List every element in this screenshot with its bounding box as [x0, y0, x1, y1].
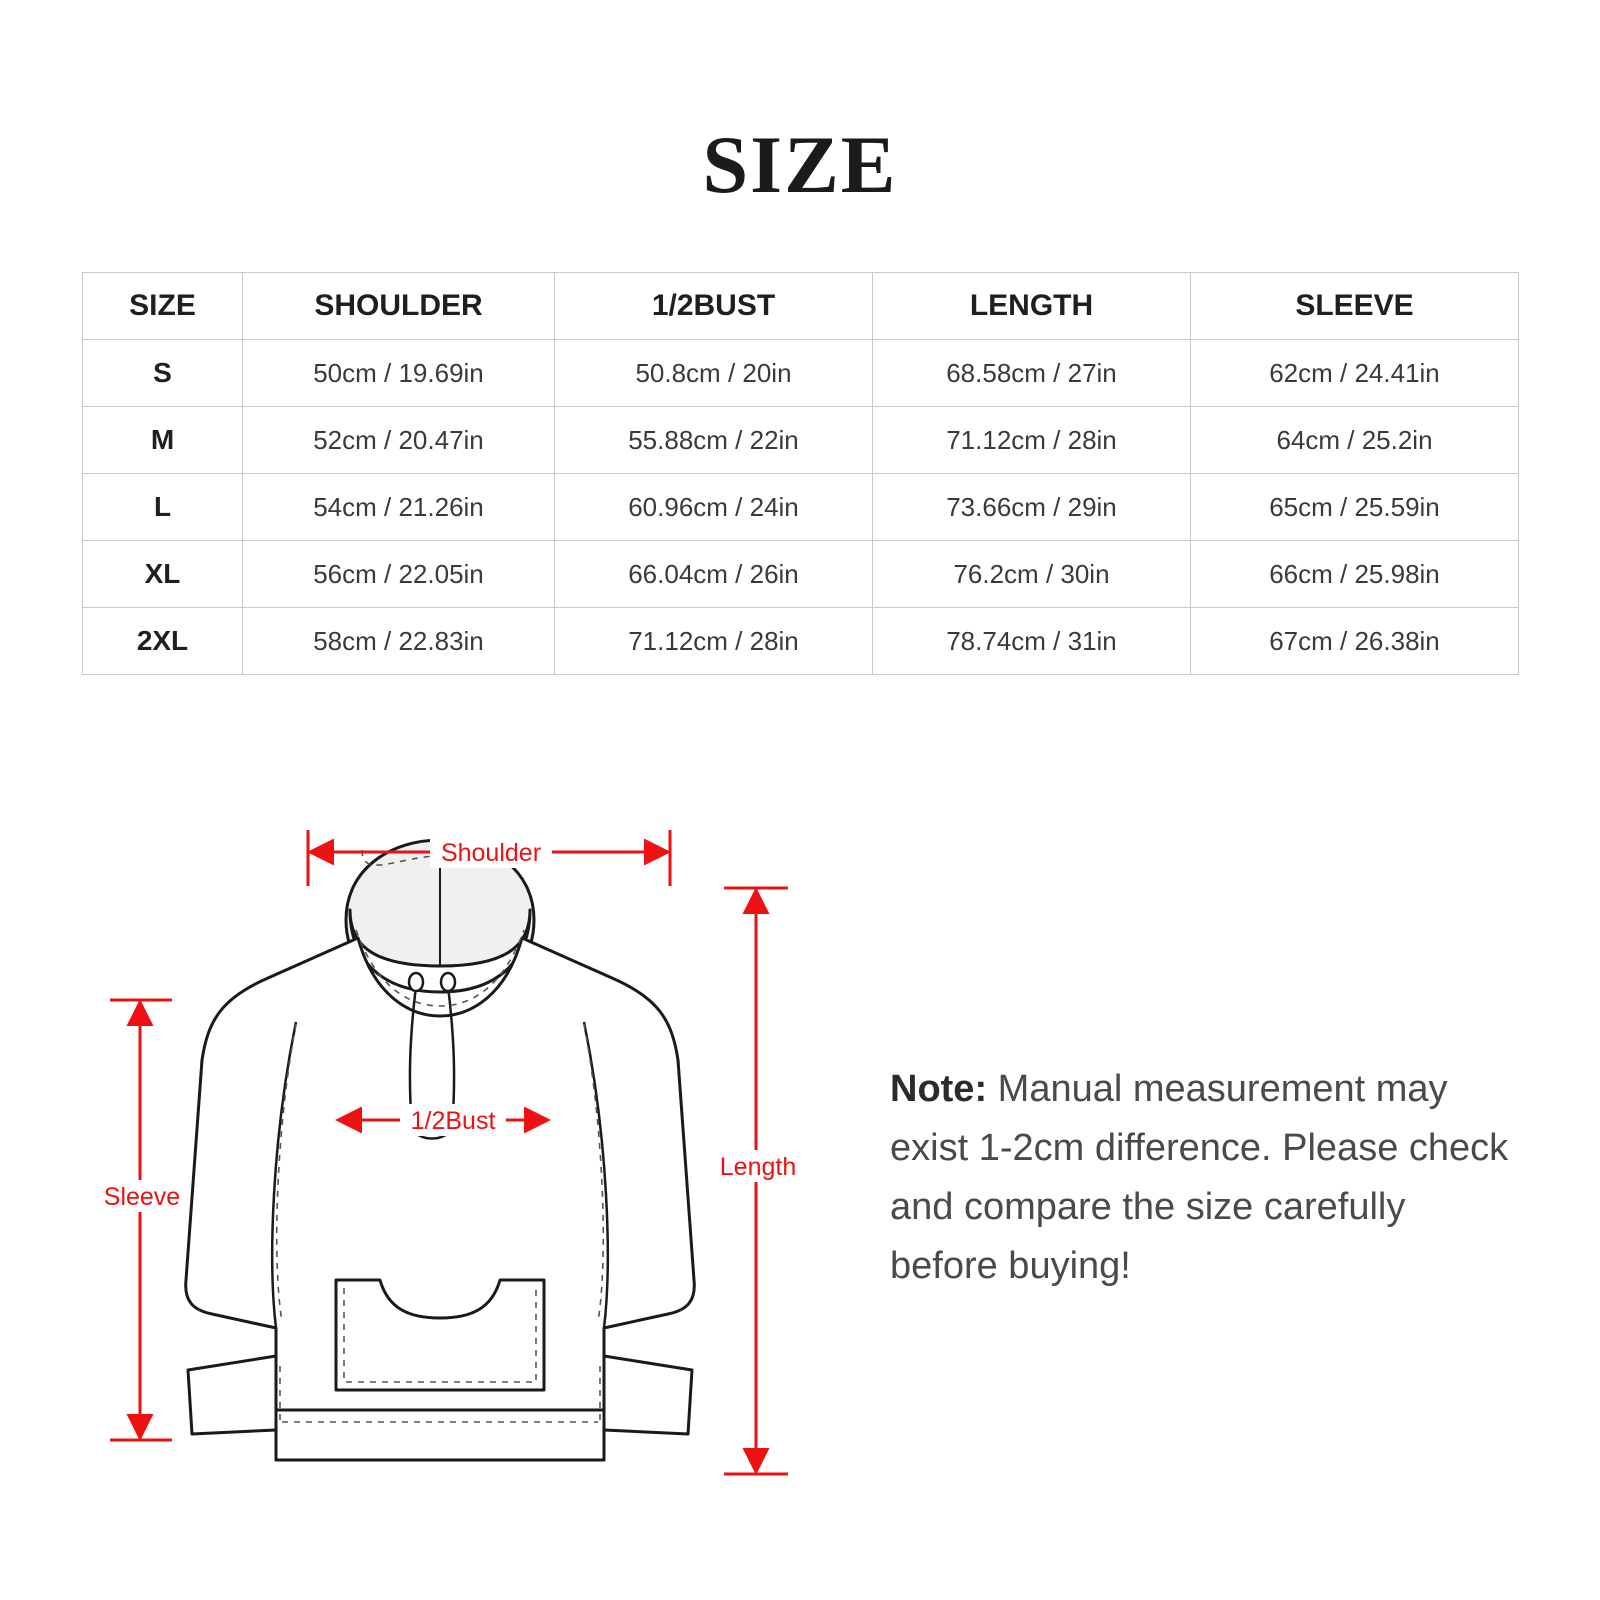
note-text: Manual measurement may exist 1-2cm difference. Please check and compare the size carefully before buying! [890, 1068, 1509, 1287]
cell-shoulder: 54cm / 21.26in [243, 474, 555, 541]
cell-bust: 60.96cm / 24in [555, 474, 873, 541]
cell-length: 76.2cm / 30in [873, 541, 1191, 608]
cell-size: M [83, 407, 243, 474]
cell-sleeve: 62cm / 24.41in [1191, 340, 1519, 407]
table-row [83, 340, 1519, 407]
column-header-shoulder: SHOULDER [243, 273, 555, 340]
sleeve-dimension [104, 1000, 180, 1440]
cell-sleeve: 65cm / 25.59in [1191, 474, 1519, 541]
length-dimension [720, 888, 796, 1474]
cell-size: L [83, 474, 243, 541]
cell-sleeve: 64cm / 25.2in [1191, 407, 1519, 474]
cell-bust: 50.8cm / 20in [555, 340, 873, 407]
table-row [83, 541, 1519, 608]
cell-length: 73.66cm / 29in [873, 474, 1191, 541]
page-title: SIZE [702, 119, 898, 210]
note-label: Note: [890, 1068, 988, 1110]
cell-shoulder: 56cm / 22.05in [243, 541, 555, 608]
cell-size: 2XL [83, 608, 243, 675]
column-header-sleeve: SLEEVE [1191, 273, 1519, 340]
size-table-container [82, 272, 1518, 675]
cell-length: 78.74cm / 31in [873, 608, 1191, 675]
table-row [83, 608, 1519, 675]
cell-length: 71.12cm / 28in [873, 407, 1191, 474]
cell-size: S [83, 340, 243, 407]
shoulder-label: Shoulder [440, 839, 542, 867]
column-header-size: SIZE [83, 273, 243, 340]
cell-shoulder: 52cm / 20.47in [243, 407, 555, 474]
cell-bust: 55.88cm / 22in [555, 407, 873, 474]
bust-label: 1/2Bust [410, 1107, 496, 1135]
measurement-diagram [100, 810, 860, 1510]
cell-shoulder: 58cm / 22.83in [243, 608, 555, 675]
table-header-row [83, 273, 1519, 340]
note-block [890, 1060, 1510, 1296]
cell-bust: 66.04cm / 26in [555, 541, 873, 608]
cell-sleeve: 66cm / 25.98in [1191, 541, 1519, 608]
cell-sleeve: 67cm / 26.38in [1191, 608, 1519, 675]
column-header-length: LENGTH [873, 273, 1191, 340]
cell-size: XL [83, 541, 243, 608]
sleeve-label: Sleeve [103, 1183, 181, 1211]
table-row [83, 474, 1519, 541]
cell-length: 68.58cm / 27in [873, 340, 1191, 407]
length-label: Length [719, 1153, 797, 1181]
cell-bust: 71.12cm / 28in [555, 608, 873, 675]
column-header-bust: 1/2BUST [555, 273, 873, 340]
table-row [83, 407, 1519, 474]
cell-shoulder: 50cm / 19.69in [243, 340, 555, 407]
hoodie-illustration [186, 840, 695, 1460]
size-table [82, 272, 1519, 675]
